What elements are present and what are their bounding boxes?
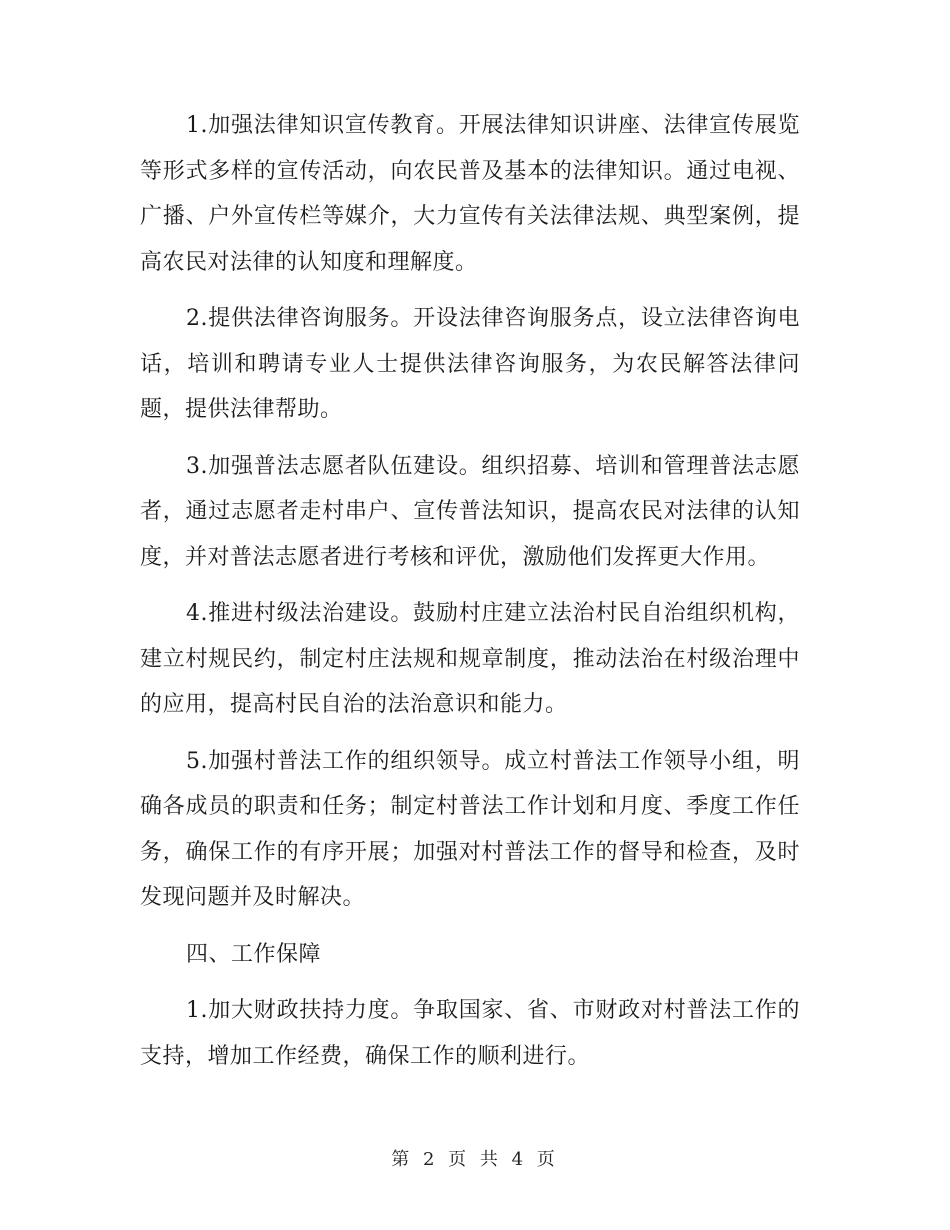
paragraph-village-rule-of-law: 4.推进村级法治建设。鼓励村庄建立法治村民自治组织机构，建立村规民约，制定村庄法规和规章制度，推动法治在村级治理中的应用，提高村民自治的法治意识和能力。 — [140, 601, 800, 717]
paragraph-legal-education: 1.加强法律知识宣传教育。开展法律知识讲座、法律宣传展览等形式多样的宣传活动，向农民普及基本的法律知识。通过电视、广播、户外宣传栏等媒介，大力宣传有关法律法规、典型案例，提高农民对法律的认知度和理解度。 — [140, 113, 800, 275]
paragraph-volunteer-team: 3.加强普法志愿者队伍建设。组织招募、培训和管理普法志愿者，通过志愿者走村串户、宣传普法知识，提高农民对法律的认知度，并对普法志愿者进行考核和评优，激励他们发挥更大作用。 — [140, 453, 800, 570]
paragraph-financial-support: 1.加大财政扶持力度。争取国家、省、市财政对村普法工作的支持，增加工作经费，确保工作的顺利进行。 — [140, 998, 800, 1069]
paragraph-organization-leadership: 5.加强村普法工作的组织领导。成立村普法工作领导小组，明确各成员的职责和任务；制定村普法工作计划和月度、季度工作任务，确保工作的有序开展；加强对村普法工作的督导和检查，及时发现问题并及时解决。 — [140, 748, 800, 910]
paragraph-legal-consulting: 2.提供法律咨询服务。开设法律咨询服务点，设立法律咨询电话，培训和聘请专业人士提供法律咨询服务，为农民解答法律问题，提供法律帮助。 — [140, 306, 800, 422]
section-heading-work-guarantee: 四、工作保障 — [186, 941, 322, 967]
page-number-footer: 第 2 页 共 4 页 — [391, 1149, 559, 1170]
document-body — [140, 103, 800, 1090]
